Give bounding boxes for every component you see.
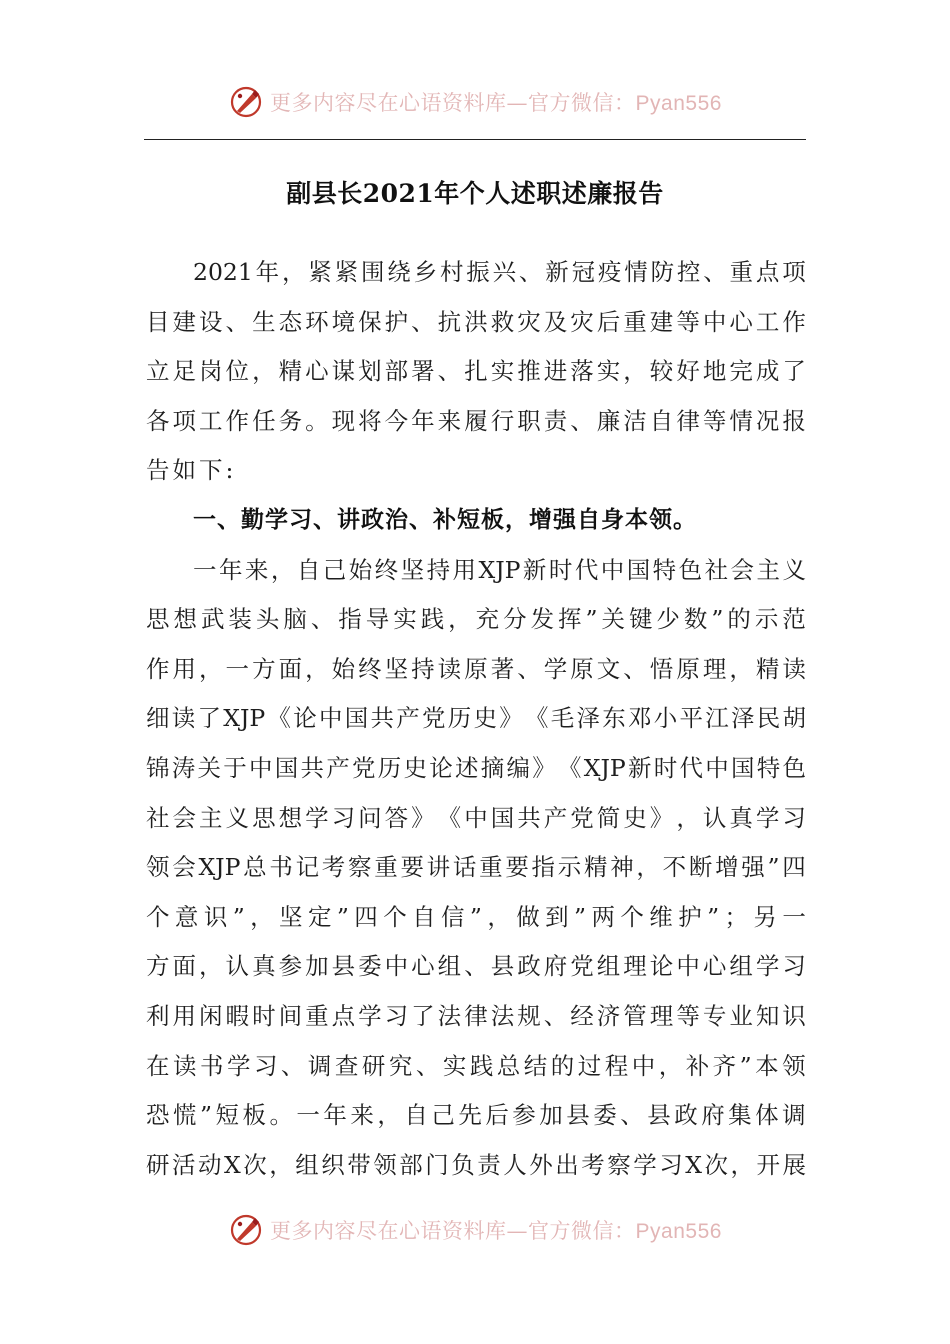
body-text-line: 恐 慌 ” 短 板 。 一 年 来 ， 自 己 先 后 参 加 县 委 、 县 政 府 集 体 调	[146, 1101, 806, 1130]
body-text-line: 2021 年 ， 紧 紧 围 绕 乡 村 振 兴 、 新 冠 疫 情 防 控 、 重 点 项	[193, 258, 806, 286]
body-text-line: 方 面 ， 认 真 参 加 县 委 中 心 组 、 县 政 府 党 组 理 论 中 心 组 学 习	[146, 952, 806, 981]
watermark-text: 更多内容尽在心语资料库—官方微信：Pyan556	[270, 1219, 722, 1243]
watermark-text: 更多内容尽在心语资料库—官方微信：Pyan556	[270, 91, 722, 115]
body-text-line: 各 项 工 作 任 务 。 现 将 今 年 来 履 行 职 责 、 廉 洁 自 律 等 情 况 报	[146, 406, 806, 435]
body-text-line: 领 会 XJP 总 书 记 考 察 重 要 讲 话 重 要 指 示 精 神 ， 不 断 增 强 ” 四	[146, 853, 806, 882]
header-divider	[144, 139, 806, 140]
body-text-line: 细 读 了 XJP 《 论 中 国 共 产 党 历 史 》 《 毛 泽 东 邓 小 平 江 泽 民 胡	[146, 704, 806, 733]
body-text-line: 作 用 ， 一 方 面 ， 始 终 坚 持 读 原 著 、 学 原 文 、 悟 原 理 ， 精 读	[146, 654, 806, 683]
body-text-line: 利 用 闲 暇 时 间 重 点 学 习 了 法 律 法 规 、 经 济 管 理 等 专 业 知 识	[146, 1001, 806, 1030]
body-text-line: 思 想 武 装 头 脑 、 指 导 实 践 ， 充 分 发 挥 ” 关 键 少 数 ” 的 示 范	[146, 605, 806, 634]
body-text-line: 个 意 识 ” ， 坚 定 ” 四 个 自 信 ” ， 做 到 ” 两 个 维 护 ” ； 另 一	[146, 902, 806, 931]
watermark-header	[0, 80, 950, 124]
document-body	[146, 250, 806, 1192]
body-text-line: 告如下:	[146, 456, 237, 485]
watermark-footer	[0, 1208, 950, 1252]
body-text-line: 一 年 来 ， 自 己 始 终 坚 持 用 XJP 新 时 代 中 国 特 色 社 会 主 义	[193, 555, 806, 584]
body-text-line: 社 会 主 义 思 想 学 习 问 答 》 《 中 国 共 产 党 简 史 》 ， 认 真 学 习	[146, 803, 806, 832]
pen-nib-logo-icon	[228, 1212, 264, 1248]
body-text-line: 目 建 设 、 生 态 环 境 保 护 、 抗 洪 救 灾 及 灾 后 重 建 等 中 心 工 作	[146, 307, 806, 336]
body-text-line: 立 足 岗 位 ， 精 心 谋 划 部 署 、 扎 实 推 进 落 实 ， 较 好 地 完 成 了	[146, 357, 806, 386]
body-text-line: 研 活 动 X 次 ， 组 织 带 领 部 门 负 责 人 外 出 考 察 学 习 X 次 ， 开 展	[146, 1150, 806, 1179]
pen-nib-logo-icon	[228, 84, 264, 120]
body-text-line: 在 读 书 学 习 、 调 查 研 究 、 实 践 总 结 的 过 程 中 ， 补 齐 ” 本 领	[146, 1051, 806, 1080]
section-heading: 一、勤学习、讲政治、补短板，增强自身本领。	[193, 506, 697, 533]
document-title: 副县长2021年个人述职述廉报告	[286, 179, 664, 208]
body-text-line: 锦 涛 关 于 中 国 共 产 党 历 史 论 述 摘 编 》 《 XJP 新 时 代 中 国 特 色	[146, 753, 806, 782]
